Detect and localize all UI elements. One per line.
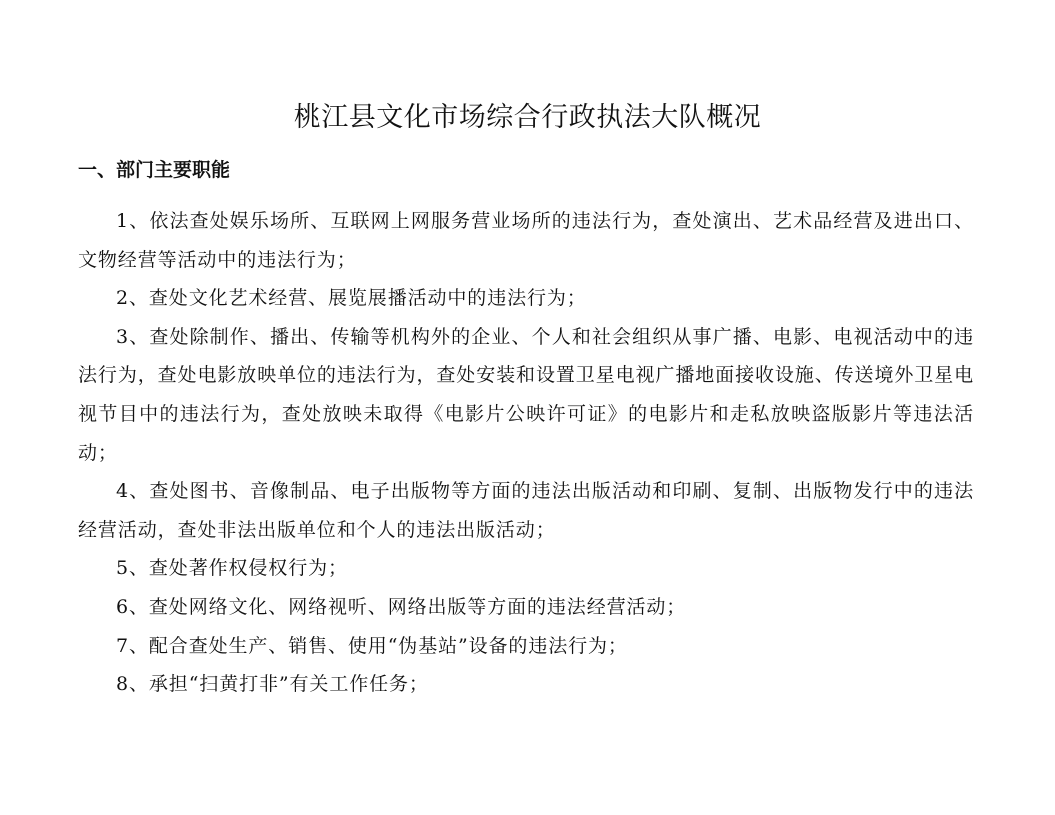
paragraph-1: 1、依法查处娱乐场所、互联网上网服务营业场所的违法行为，查处演出、艺术品经营及进出口、文物经营等活动中的违法行为； bbox=[78, 210, 974, 271]
paragraph-5: 5、查处著作权侵权行为； bbox=[116, 557, 348, 580]
paragraph-3: 3、查处除制作、播出、传输等机构外的企业、个人和社会组织从事广播、电影、电视活动中的违法行为，查处电影放映单位的违法行为，查处安装和设置卫星电视广播地面接收设施、传送境外卫星电视节目中的违法行为，查处放映未取得《电影片公映许可证》的电影片和走私放映盗版影片等违法活动； bbox=[78, 325, 974, 464]
paragraph-7: 7、配合查处生产、销售、使用“伪基站”设备的违法行为； bbox=[116, 634, 628, 657]
section-heading: 一、部门主要职能 bbox=[78, 159, 231, 181]
document-body bbox=[78, 202, 974, 704]
paragraph-4: 4、查处图书、音像制品、电子出版物等方面的违法出版活动和印刷、复制、出版物发行中的违法经营活动，查处非法出版单位和个人的违法出版活动； bbox=[78, 480, 974, 541]
paragraph-8: 8、承担“扫黄打非”有关工作任务； bbox=[116, 673, 429, 696]
document-title: 桃江县文化市场综合行政执法大队概况 bbox=[293, 102, 762, 133]
paragraph-6: 6、查处网络文化、网络视听、网络出版等方面的违法经营活动； bbox=[116, 595, 687, 618]
paragraph-2: 2、查处文化艺术经营、展览展播活动中的违法行为； bbox=[116, 287, 587, 310]
